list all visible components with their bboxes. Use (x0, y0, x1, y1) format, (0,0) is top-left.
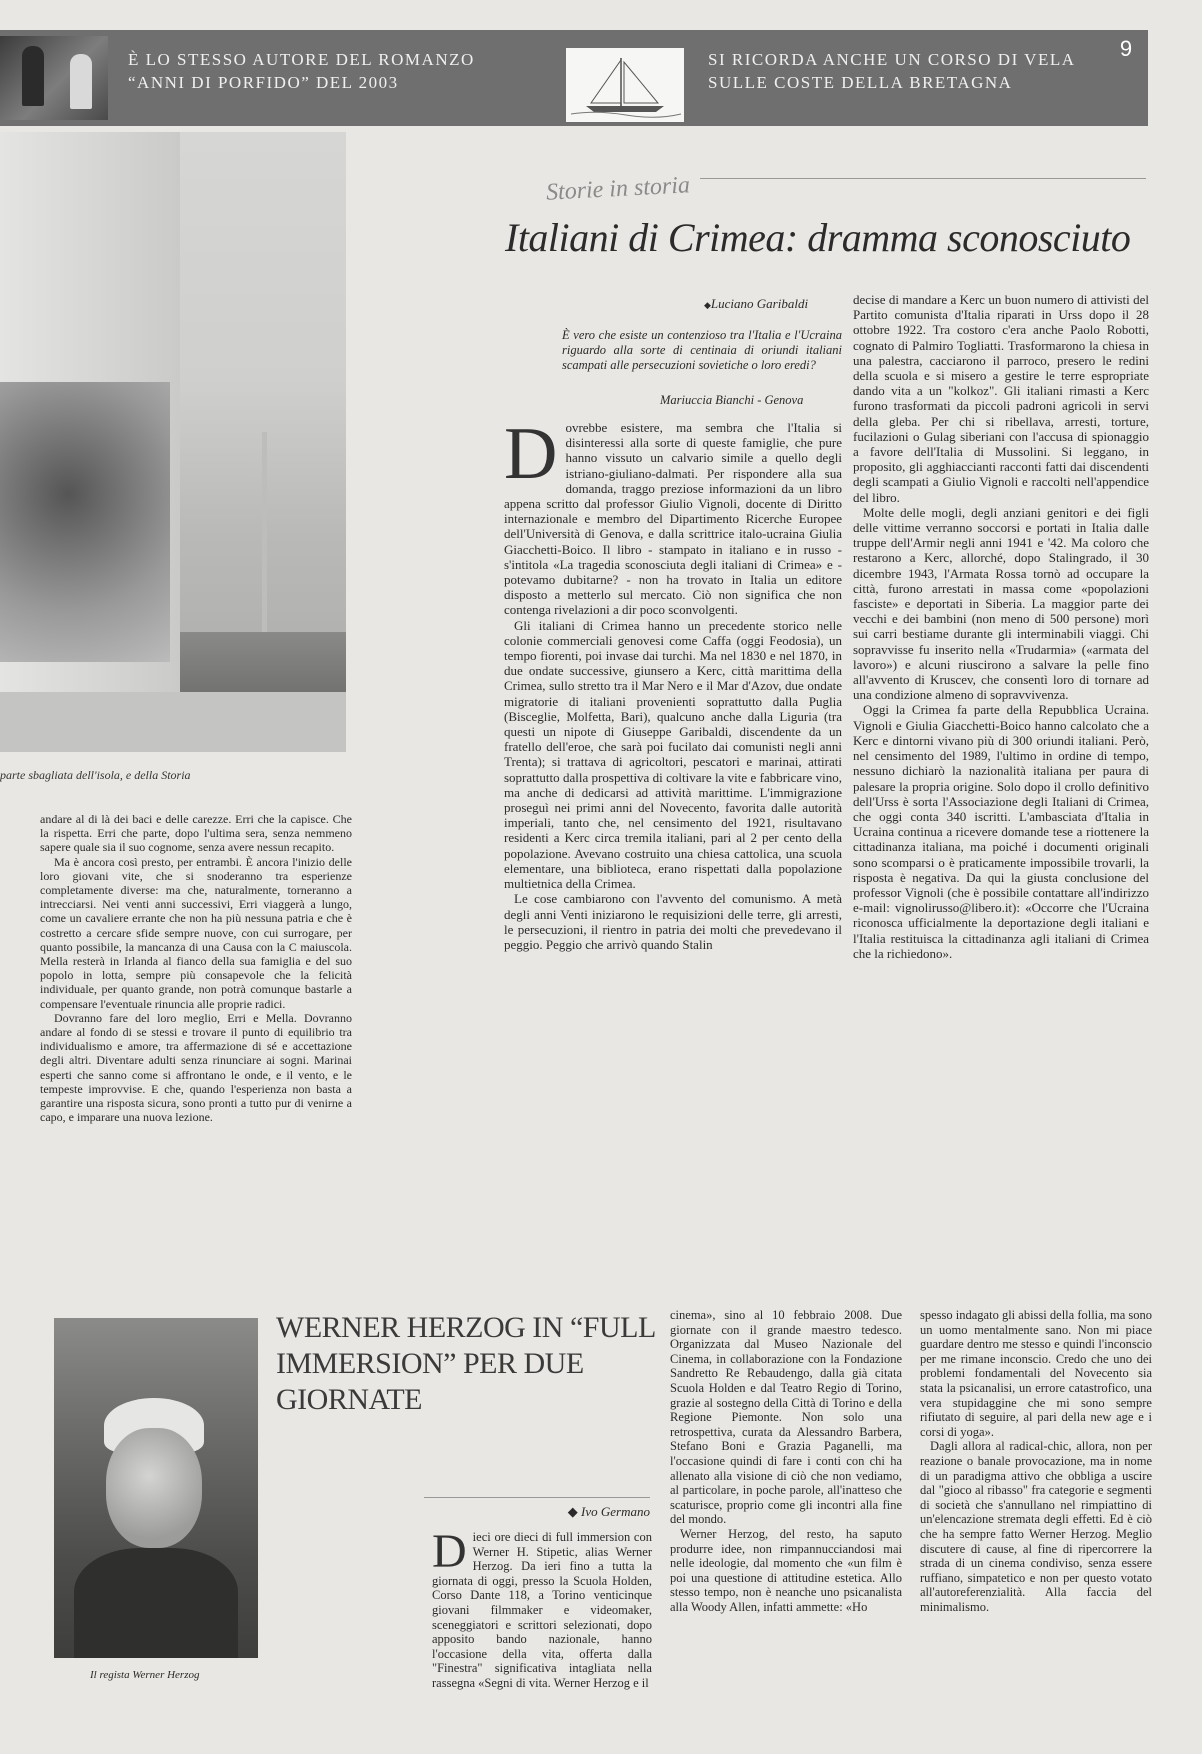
divider (700, 178, 1146, 179)
article-title: Italiani di Crimea: dramma sconosciuto (505, 215, 1131, 260)
paragraph: Dovrebbe esistere, ma sembra che l'Italia si disinteressi alla sorte di queste famiglie, che pure hanno vissuto un calvario simile a quello degli istriano-giuliano-dalmati. Per rispondere alla sua domanda, traggo preziose informazioni da un libro appena scritto dal professor Giulio Vignoli, docente di Diritto internazionale e membro del Dipartimento Ricerche Europee dell'Università di Genova, e dalla scrittrice italo-ucraina Giulia Giacchetti-Boico. Il libro - stampato in italiano e in russo - s'intitola «La tragedia sconosciuta degli italiani di Crimea» e - potevamo dubitarne? - non ha trovato in Italia un editore disposto a metterlo sul mercato. Ciò non significa che non contenga rivelazioni a dir poco sconvolgenti. (504, 413, 842, 618)
left-column-text (40, 812, 352, 1124)
paragraph: Molte delle mogli, degli anziani genitori e dei figli delle vittime verranno soccorsi e portati in Italia dalle truppe dell'Armir negli anni 1941 e '42. Ma coloro che restarono a Kerc, allorché, dopo Stalingrado, il 30 dicembre 1943, l'Armata Rossa tornò ad occupare la città, furono arrestati in massa come «popolazioni fasciste» e deportati in Siberia. La maggior parte dei vecchi e dei bambini (non meno di 500 persone) morì sui carri bestiame durante gli interminabili viaggi. Chi sopravvisse fu inserito nella «Trudarmia» («armata del lavoro») e alcuni riuscirono a salvare la pelle fino all'avvento di Kruscev, che consentì loro di tornare ad una condizione almeno di sopravvivenza. (853, 504, 1149, 703)
drop-cap: D (432, 1525, 467, 1578)
reader-signature: Mariuccia Bianchi - Genova (660, 393, 804, 407)
header-sailboat-illustration (566, 48, 684, 122)
reader-question: È vero che esiste un contenzioso tra l'Italia e l'Ucraina riguardo alla sorte di centinaia di oriundi italiani scampati alle persecuzioni sovietiche o loro eredi? (562, 328, 842, 372)
header-caption-right: SI RICORDA ANCHE UN CORSO DI VELA SULLE COSTE DELLA BRETAGNA (708, 50, 1076, 92)
header-caption-left: È LO STESSO AUTORE DEL ROMANZO “ANNI DI PORFIDO” DEL 2003 (128, 50, 475, 92)
article-column-right (853, 292, 1149, 961)
header-photo-authors (0, 36, 108, 120)
paragraph: Dagli allora al radical-chic, allora, non per reazione o banale provocazione, ma in nome di un paradigma attivo che obbliga a uscire dal "gioco al ribasso" fra categorie e segmenti di società che s'annullano nel rimpiattino di un'elencazione stremata degli effetti. Ed è ciò che ha sempre fatto Werner Herzog. Meglio discutere di cause, al fine di ripercorrere la strada di un cinema condiviso, senza essere ruffiano, simpatetico e non per questo votato all'autoreferenzialità. Alla faccia del minimalismo. (920, 1439, 1152, 1614)
paragraph: Dovranno fare del loro meglio, Erri e Mella. Dovranno andare al fondo di se stessi e trovare il punto di equilibrio tra individualismo e amore, tra affermazione di sé e accettazione degli altri. Diventare adulti senza rinunciare ai sogni. Marinai esperti che sanno come si affrontano le onde, e il vento, e le tempeste improvvise. E che, quando l'esperienza non basta a garantire una risposta sicura, sono pronti a tutto pur di venirne a capo, e imparare una nuova lezione. (40, 1010, 352, 1125)
herzog-column-2 (670, 1308, 902, 1614)
photo-caption: parte sbagliata dell'isola, e della Storia (0, 768, 191, 782)
paragraph: cinema», sino al 10 febbraio 2008. Due giornate con il grande maestro tedesco. Organizzata dal Museo Nazionale del Cinema, in collaborazione con la Fondazione Sandretto Re Rebaudengo, dalla già citata Scuola Holden e dal Teatro Regio di Torino, grazie al sostegno della Città di Torino e della Regione Piemonte. Non solo una retrospettiva, curata da Alessandro Barbera, Stefano Boni e Grazia Paganelli, ma l'occasione quindi di fare i conti con chi ha allenato alla visione di ciò che non vediamo, al particolare, in poche parole, all'inatteso che scaturisce, proprio come gli incontri alla fine del mondo. (670, 1308, 902, 1527)
herzog-article-title: WERNER HERZOG IN “FULL IMMERSION” PER DUE GIORNATE (276, 1311, 655, 1416)
paragraph: andare al di là dei baci e delle carezze. Erri che la capisce. Che la rispetta. Erri che parte, dopo l'ultima sera, senza nemmeno sapere quale sia il suo cognome, senza avere nessun recapito. (40, 812, 352, 855)
herzog-byline: ◆ Ivo Germano (424, 1497, 650, 1520)
drop-cap: D (504, 413, 558, 495)
herzog-photo-caption: Il regista Werner Herzog (90, 1669, 200, 1681)
paragraph: Ma è ancora così presto, per entrambi. È ancora l'inizio delle loro giovani vite, che si snoderanno tra esperienze completamente diverse: ma che, naturalmente, torneranno a intrecciarsi. Nei venti anni successivi, Erri viaggerà a lungo, come un cavaliere errante che non ha più nessuna patria e che è costretto a cercare sfide sempre nuove, con cui surrogare, per quanto possibile, la mancanza di una Causa con la C maiuscola. Mella resterà in Irlanda al fianco della sua famiglia e del suo popolo in lotta, sempre più consapevole che la felicità individuale, per quanto grande, non potrà comunque bastarle a compensare l'eventuale rinuncia alle proprie radici. (40, 854, 352, 1011)
article-byline: ◆ Luciano Garibaldi (704, 296, 808, 312)
herzog-column-1: Dieci ore dieci di full immersion con Werner H. Stipetic, alias Werner Herzog. Da ieri fino a tutta la giornata di oggi, presso la Scuola Holden, Corso Dante 118, a Torino venticinque giovani filmmaker e videomaker, sceneggiatori e scrittori selezionati, dopo apposito bando nazionale, hanno l'occasione della vita, offerta dalla "Finestra" significativa intagliata nella rassegna «Segni di vita. Werner Herzog e il (432, 1525, 652, 1690)
street-mural-photo (0, 132, 346, 752)
paragraph: Le cose cambiarono con l'avvento del comunismo. A metà degli anni Venti iniziarono le requisizioni delle terre, gli arresti, le persecuzioni, il rientro in patria dei molti che prevedevano il peggio. Peggio che arrivò quando Stalin (504, 891, 842, 952)
paragraph: decise di mandare a Kerc un buon numero di attivisti del Partito comunista d'Italia riparati in Urss dopo il 28 ottobre 1922. Tra costoro c'era anche Paolo Robotti, cognato di Palmiro Togliatti. Trasformarono la chiesa in una palestra, cacciarono il parroco, presero le redini della scuola e si misero a gestire le terre espropriate dando vita a un "kolkoz". Gli italiani rimasti a Kerc furono trasformati da piccoli padroni agricoli in servi della gleba. Per chi si ribellava, arresti, torture, fucilazioni o Gulag siberiani con l'accusa di spionaggio a favore dell'Italia di Mussolini. Si leggano, in proposito, gli agghiaccianti racconti fatti dai discendenti degli scampati a Giulio Vignoli e raccolti nell'appendice del libro. (853, 292, 1149, 505)
article-column-middle (504, 413, 842, 952)
paragraph: Werner Herzog, del resto, ha saputo produrre idee, non rimpannucciandosi mai nelle ideologie, dal momento che «un film è poi una questione di attitudine estetica. Allo stesso tempo, non è neanche uno psicanalista alla Woody Allen, infatti ammette: «Ho (670, 1526, 902, 1614)
header-band (0, 30, 1148, 126)
paragraph: spesso indagato gli abissi della follia, ma sono un uomo mentalmente sano. Non mi piace guardare dentro me stesso e quindi l'inconscio per me rimane inconscio. Credo che uno dei problemi fondamentali del Novecento sia stata la psicanalisi, un errore catastrofico, una vera stupidaggine che mi sono sempre rifiutato di seguire, al pari della new age e i corsi di yoga». (920, 1308, 1152, 1439)
handwritten-note: Storie in storia (545, 172, 691, 206)
page-number: 9 (1119, 36, 1133, 61)
herzog-column-3 (920, 1308, 1152, 1614)
herzog-portrait-photo (54, 1318, 258, 1658)
paragraph: Gli italiani di Crimea hanno un precedente storico nelle colonie commerciali genovesi come Caffa (oggi Feodosia), un tempo fiorenti, poi invase dai turchi. Ma nel 1830 e nel 1870, in due ondate successive, giunsero a Kerc, città marittima della Crimea, sullo stretto tra il Mar Nero e il Mar d'Azov, due ondate migratorie di italiani provenienti soprattutto dalla Puglia (Bisceglie, Molfetta, Bari), qualcuno anche dalla Liguria (tra questi un nipote di Giuseppe Garibaldi, discendente da un fratello dell'eroe, che sarà poi fucilato dai comunisti negli anni Trenta); si trattava di agricoltori, pescatori e marinai, attirati soprattutto dalla prospettiva di coltivare la vite e fabbricare vino, ma anche di dedicarsi ad attività marittime. L'immigrazione proseguì nei primi anni del Novecento, favorita dalle autorità imperiali, tanto che, nel censimento del 1921, risultavano residenti a Kerc circa tremila italiani, pari al 2 per cento della popolazione. Avevano costruito una chiesa cattolica, una scuola elementare, una biblioteca, erano rispettati dalla popolazione multietnica della Crimea. (504, 617, 842, 892)
paragraph: Oggi la Crimea fa parte della Repubblica Ucraina. Vignoli e Giulia Giacchetti-Boico hanno calcolato che a Kerc e dintorni vivano più di 300 oriundi italiani. Però, nel censimento del 1989, l'ultimo in ordine di tempo, nessuno dichiarò la nazionalità italiana per paura di palesare la propria origine. Solo dopo il crollo definitivo dell'Urss è sorta l'Associazione degli Italiani di Crimea, che oggi conta 340 iscritti. L'ambasciata d'Italia in Ucraina continua a ricevere domande tese a riottenere la cittadinanza italiana, ma poiché i documenti originali sono scomparsi o è praticamente impossibile trovarli, la risposta è negativa. Da qui la giusta conclusione del professor Vignoli (che è possibile contattare all'indirizzo e-mail: vignolirusso@libero.it): «Occorre che l'Ucraina riconosca ufficialmente la deportazione degli italiani e l'Italia restituisca la cittadinanza agli italiani di Crimea che la richiedono». (853, 702, 1149, 961)
